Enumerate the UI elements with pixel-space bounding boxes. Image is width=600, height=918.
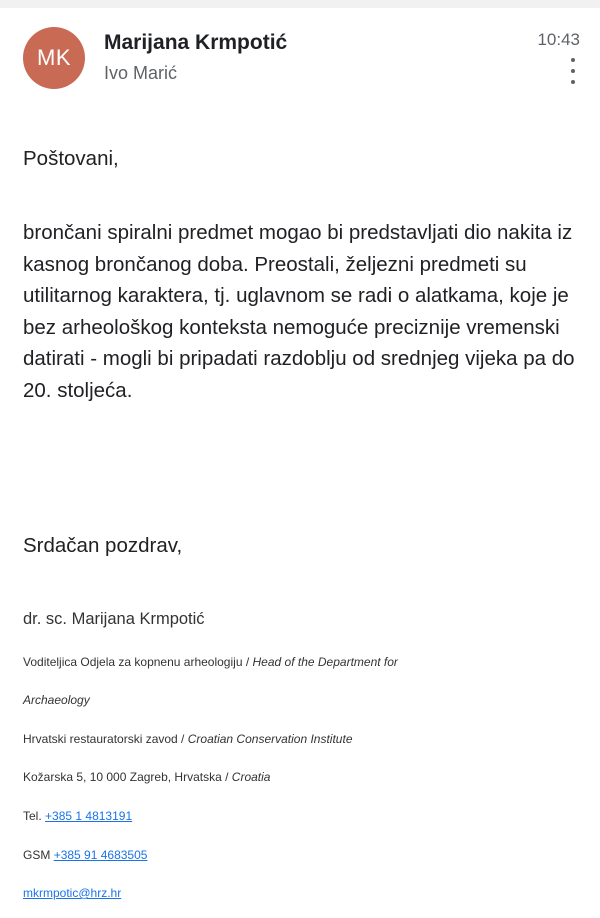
signature-title-hr: Voditeljica Odjela za kopnenu arheologiju /	[23, 655, 250, 669]
gsm-link[interactable]: +385 91 4683505	[53, 848, 148, 862]
message-greeting: Poštovani,	[23, 147, 119, 170]
message-body: brončani spiralni predmet mogao bi predstavljati dio nakita iz kasnog brončanog doba. Preostali, željezni predmeti su utilitarnog karaktera, tj. uglavnom se radi o alatkama, koje je bez arheološkog konteksta nemoguće preciznije vremenski datirati - mogli bi pripadati razdoblju od srednjeg vijeka pa do 20. stoljeća.	[23, 221, 575, 402]
signature-email	[23, 886, 121, 900]
signature-address-hr: Kožarska 5, 10 000 Zagreb, Hrvatska /	[23, 770, 229, 784]
signature-gsm	[23, 848, 147, 862]
signature-address-en: Croatia	[231, 770, 271, 784]
gsm-label: GSM	[23, 848, 51, 862]
signature-address	[23, 770, 270, 784]
tel-link[interactable]: +385 1 4813191	[45, 809, 133, 823]
avatar[interactable]: MK	[23, 27, 85, 89]
signature-title-en-cont: Archaeology	[23, 693, 90, 707]
signature-title-en: Head of the Department for	[252, 655, 398, 669]
signature-title	[23, 655, 398, 669]
signature-institute-hr: Hrvatski restauratorski zavod /	[23, 732, 185, 746]
vertical-ellipsis-icon[interactable]	[566, 58, 580, 84]
top-strip	[0, 0, 600, 8]
sender-name[interactable]: Marijana Krmpotić	[104, 31, 288, 54]
tel-label: Tel.	[23, 809, 42, 823]
message-closing: Srdačan pozdrav,	[23, 534, 183, 557]
message-time: 10:43	[537, 30, 580, 49]
recipient-name[interactable]: Ivo Marić	[104, 63, 178, 83]
signature-institute-en: Croatian Conservation Institute	[187, 732, 353, 746]
signature-name: dr. sc. Marijana Krmpotić	[23, 610, 205, 628]
email-link[interactable]: mkrmpotic@hrz.hr	[23, 886, 122, 900]
signature-institute	[23, 732, 353, 746]
signature-tel	[23, 809, 132, 823]
